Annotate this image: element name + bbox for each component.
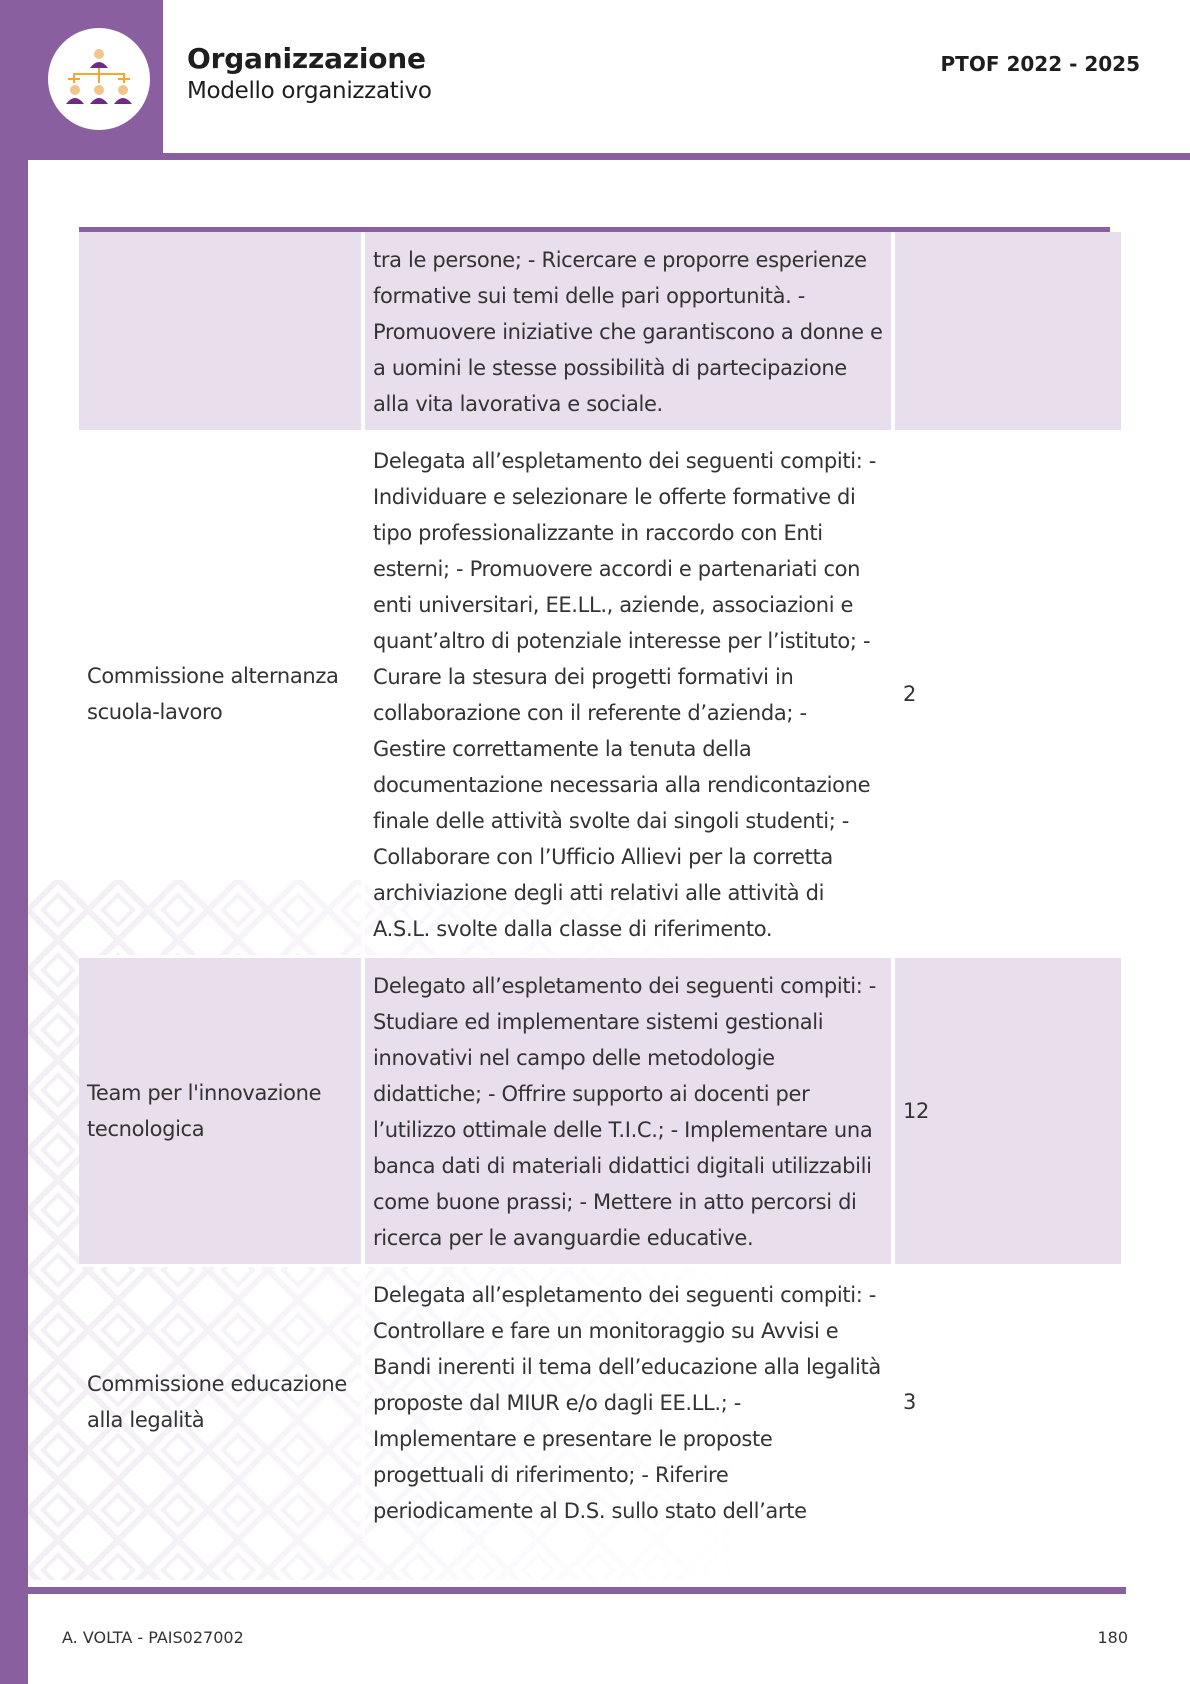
org-chart-icon xyxy=(65,46,133,112)
page-subtitle: Modello organizzativo xyxy=(187,78,432,104)
role-description: tra le persone; - Ricercare e proporre esperienze formative sui temi delle pari opportunità. - Promuovere iniziative che garantiscono a donne e a uomini le stesse possibilità di partecipazione alla vita lavorativa e sociale. xyxy=(363,232,893,432)
footer-divider xyxy=(28,1587,1126,1594)
member-count xyxy=(893,232,1121,432)
page-number: 180 xyxy=(1097,1628,1128,1647)
role-description: Delegata all’espletamento dei seguenti compiti: - Individuare e selezionare le offerte formative di tipo professionalizzante in raccordo con Enti esterni; - Promuovere accordi e partenariati con enti universitari, EE.LL., aziende, associazioni e quant’altro di potenziale interesse per l’istituto; - Curare la stesura dei progetti formativi in collaborazione con il referente d’azienda; - Gestire correttamente la tenuta della documentazione necessaria alla rendicontazione finale delle attività svolte dai singoli studenti; - Collaborare con l’Ufficio Allievi per la corretta archiviazione degli atti relativi alle attività di A.S.L. svolte dalla classe di riferimento. xyxy=(363,432,893,957)
role-name: Team per l'innovazione tecnologica xyxy=(79,957,363,1266)
page-title: Organizzazione xyxy=(187,42,426,75)
table-row xyxy=(79,957,1121,1266)
table-row xyxy=(79,1266,1121,1538)
member-count: 2 xyxy=(893,432,1121,957)
footer-school: A. VOLTA - PAIS027002 xyxy=(62,1628,244,1647)
role-description: Delegata all’espletamento dei seguenti compiti: - Controllare e fare un monitoraggio su Avvisi e Bandi inerenti il tema dell’educazione alla legalità proposte dal MIUR e/o dagli EE.LL.; - Implementare e presentare le proposte progettuali di riferimento; - Riferire periodicamente al D.S. sullo stato dell’arte xyxy=(363,1266,893,1538)
role-name: Commissione educazione alla legalità xyxy=(79,1266,363,1538)
role-name: Commissione alternanza scuola-lavoro xyxy=(79,432,363,957)
role-name xyxy=(79,232,363,432)
table-row xyxy=(79,232,1121,432)
member-count: 12 xyxy=(893,957,1121,1266)
table-row xyxy=(79,432,1121,957)
role-description: Delegato all’espletamento dei seguenti compiti: - Studiare ed implementare sistemi gestionali innovativi nel campo delle metodologie didattiche; - Offrire supporto ai docenti per l’utilizzo ottimale delle T.I.C.; - Implementare una banca dati di materiali didattici digitali utilizzabili come buone prassi; - Mettere in atto percorsi di ricerca per le avanguardie educative. xyxy=(363,957,893,1266)
section-logo xyxy=(48,28,150,130)
organization-table xyxy=(79,227,1110,1537)
member-count: 3 xyxy=(893,1266,1121,1538)
header-divider xyxy=(28,153,1190,160)
document-label: PTOF 2022 - 2025 xyxy=(940,52,1140,76)
left-accent-strip xyxy=(0,0,28,1684)
